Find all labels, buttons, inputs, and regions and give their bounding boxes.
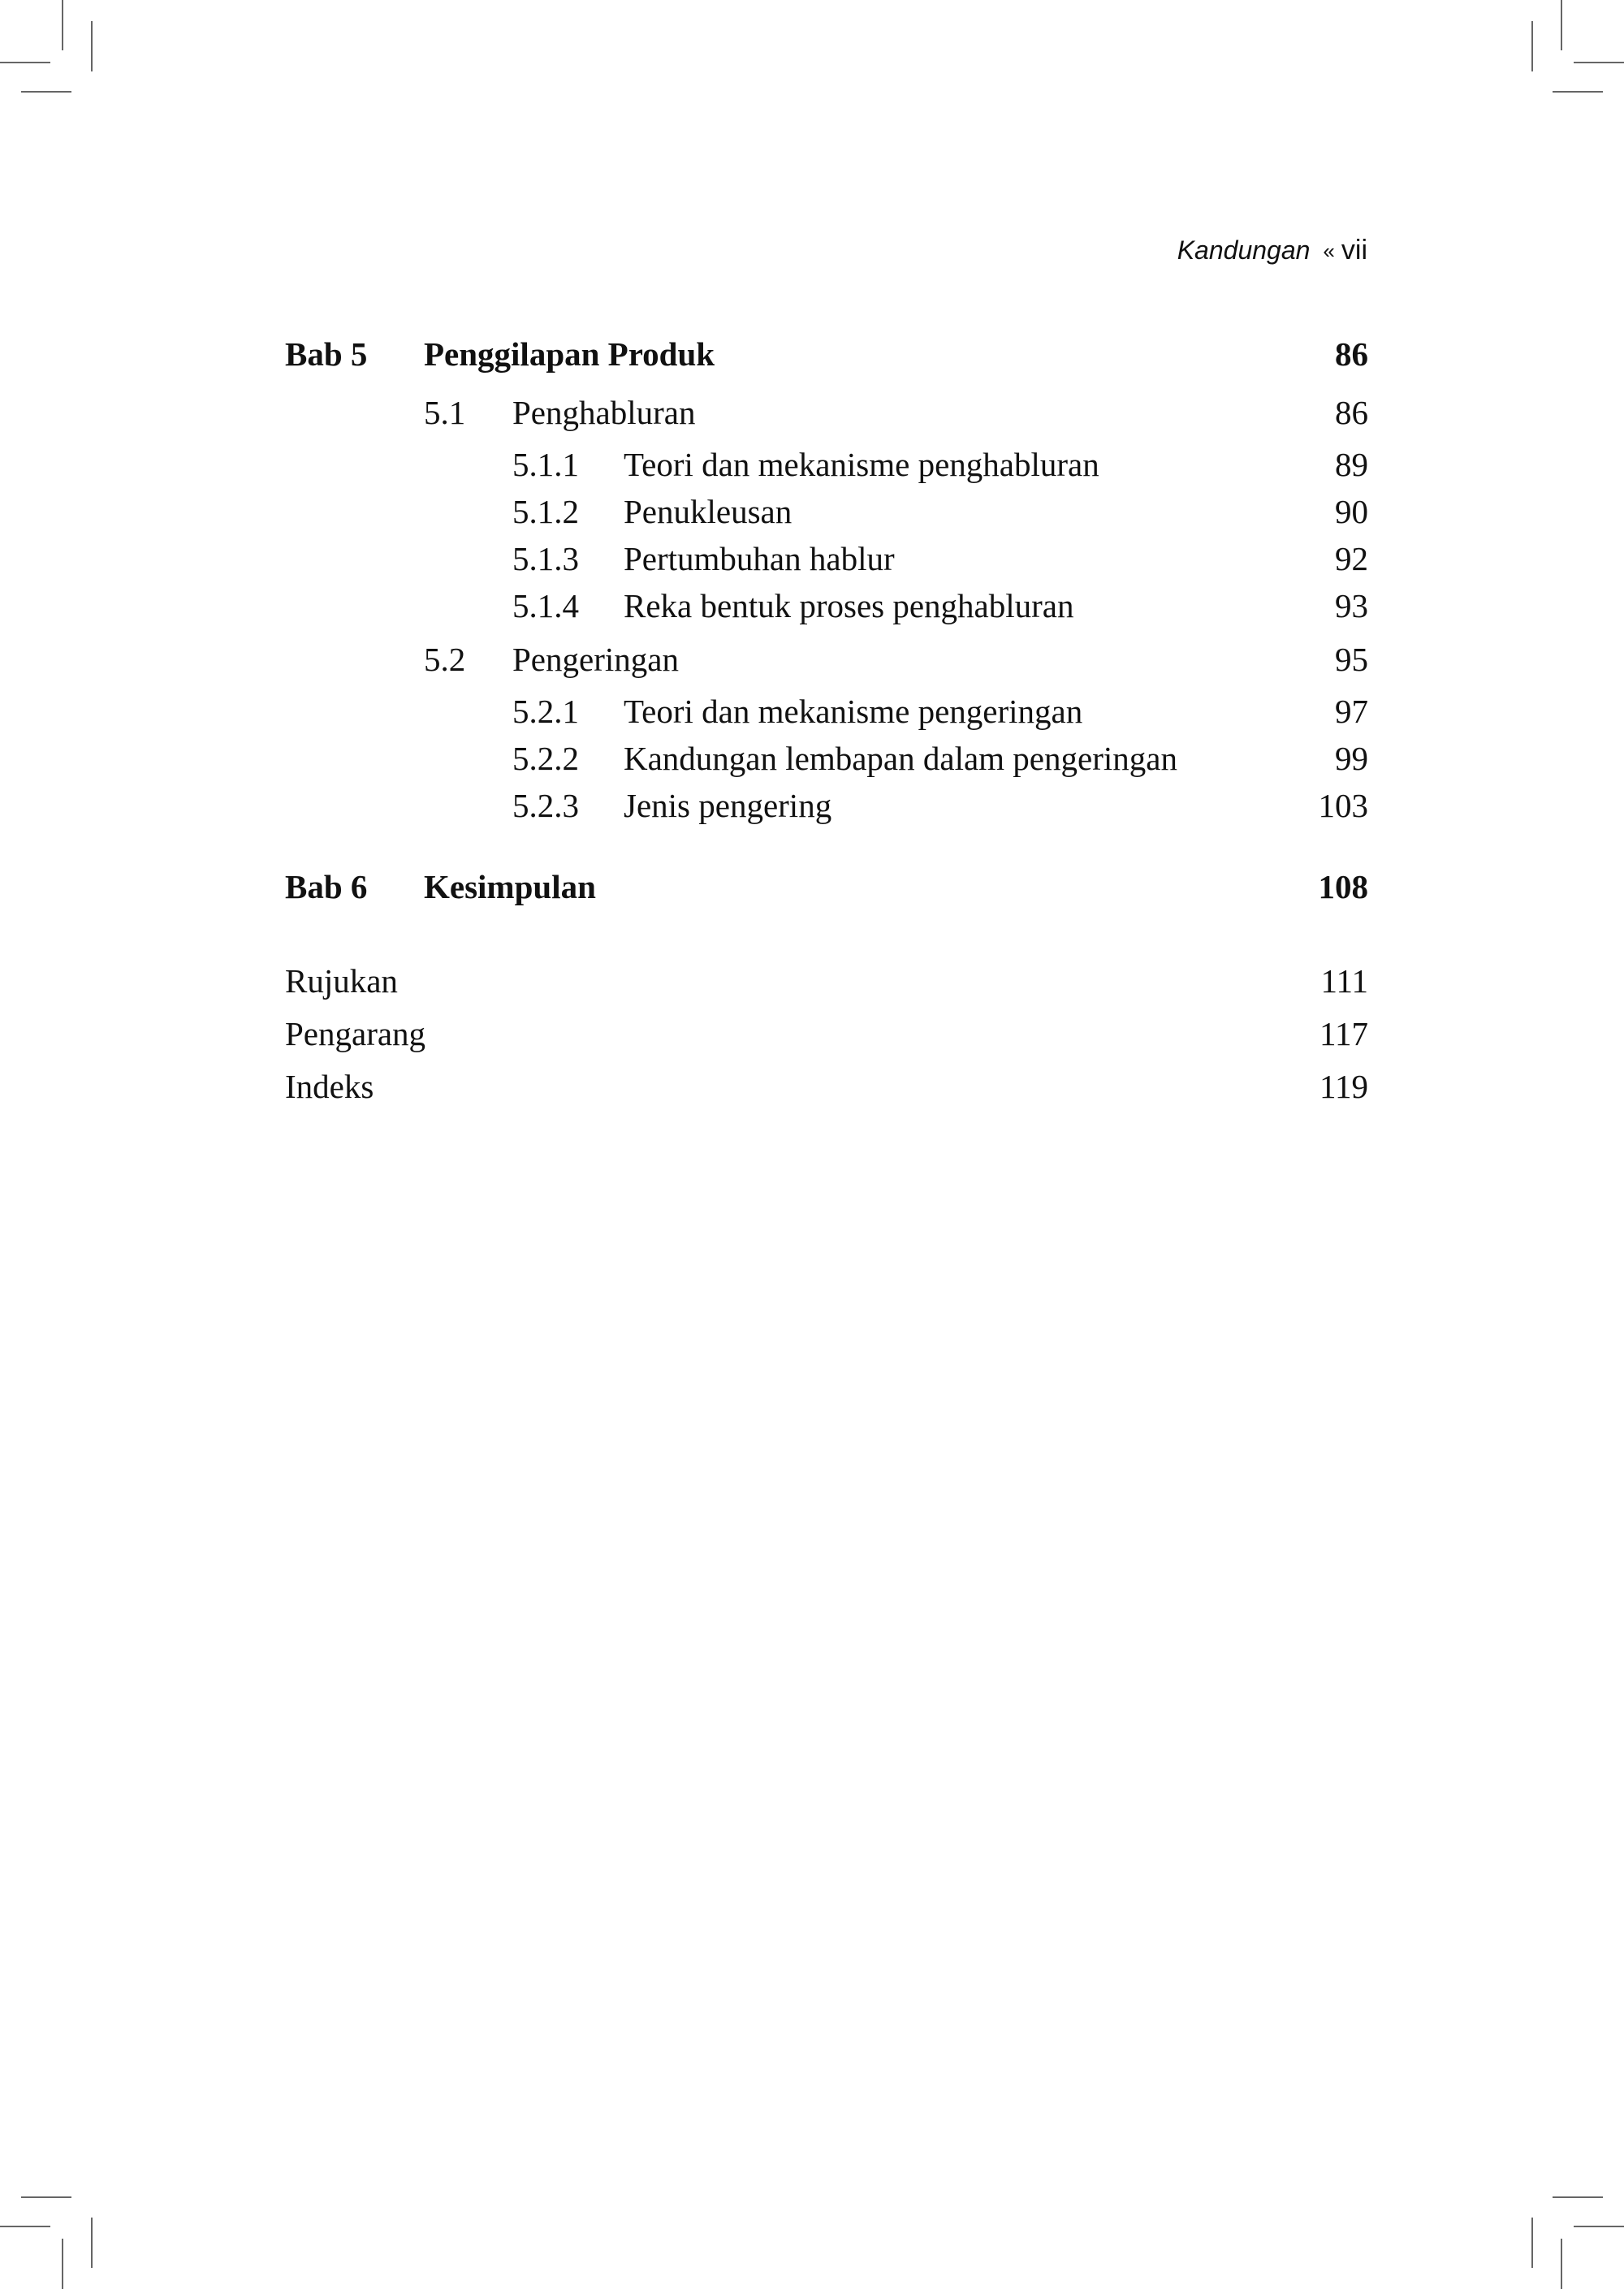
subsection-page: 97 xyxy=(1335,693,1368,730)
subsection-page: 99 xyxy=(1335,740,1368,777)
section-entry[interactable] xyxy=(285,388,1368,437)
back-matter-entry[interactable] xyxy=(285,1062,1368,1111)
back-matter-title: Pengarang xyxy=(285,1015,426,1052)
crop-mark xyxy=(1553,2196,1603,2198)
crop-mark xyxy=(21,91,71,93)
chapter-page: 86 xyxy=(1335,335,1368,373)
running-header xyxy=(1177,235,1367,266)
subsection-title: Teori dan mekanisme penghabluran xyxy=(624,446,1099,483)
double-chevron-left-icon: « xyxy=(1323,239,1330,263)
back-matter-entry[interactable] xyxy=(285,957,1368,1005)
crop-mark xyxy=(91,21,93,71)
subsection-number: 5.1.3 xyxy=(512,540,579,577)
subsection-page: 90 xyxy=(1335,493,1368,530)
section-entry[interactable] xyxy=(285,635,1368,684)
back-matter-page: 111 xyxy=(1320,962,1368,1000)
subsection-entry[interactable] xyxy=(285,687,1368,736)
back-matter-page: 119 xyxy=(1320,1068,1368,1105)
chapter-page: 108 xyxy=(1318,868,1368,905)
subsection-entry[interactable] xyxy=(285,581,1368,630)
subsection-title: Teori dan mekanisme pengeringan xyxy=(624,693,1083,730)
crop-mark xyxy=(0,62,50,63)
crop-mark xyxy=(1574,62,1624,63)
crop-mark xyxy=(1561,0,1562,50)
crop-mark xyxy=(1574,2226,1624,2227)
subsection-number: 5.1.1 xyxy=(512,446,579,483)
back-matter-title: Rujukan xyxy=(285,962,398,1000)
crop-mark xyxy=(62,2239,63,2289)
subsection-number: 5.1.2 xyxy=(512,493,579,530)
chapter-title: Penggilapan Produk xyxy=(424,335,715,373)
chapter-entry[interactable] xyxy=(285,330,1368,378)
subsection-entry[interactable] xyxy=(285,440,1368,489)
subsection-title: Pertumbuhan hablur xyxy=(624,540,895,577)
chapter-title: Kesimpulan xyxy=(424,868,596,905)
subsection-entry[interactable] xyxy=(285,734,1368,783)
subsection-page: 89 xyxy=(1335,446,1368,483)
subsection-number: 5.2.3 xyxy=(512,787,579,824)
section-page: 86 xyxy=(1335,394,1368,431)
subsection-title: Jenis pengering xyxy=(624,787,832,824)
chapter-label: Bab 6 xyxy=(285,868,368,905)
crop-mark xyxy=(62,0,63,50)
section-page: 95 xyxy=(1335,641,1368,678)
crop-mark xyxy=(0,2226,50,2227)
subsection-entry[interactable] xyxy=(285,534,1368,583)
subsection-number: 5.1.4 xyxy=(512,587,579,624)
crop-mark xyxy=(1553,91,1603,93)
section-number: 5.1 xyxy=(424,394,466,431)
running-header-title: Kandungan xyxy=(1177,235,1311,265)
section-number: 5.2 xyxy=(424,641,466,678)
chapter-label: Bab 5 xyxy=(285,335,368,373)
back-matter-title: Indeks xyxy=(285,1068,374,1105)
crop-mark xyxy=(1561,2239,1562,2289)
chapter-entry[interactable] xyxy=(285,862,1368,911)
subsection-number: 5.2.1 xyxy=(512,693,579,730)
crop-mark xyxy=(91,2218,93,2268)
page-number: vii xyxy=(1341,235,1367,266)
subsection-entry[interactable] xyxy=(285,487,1368,536)
section-title: Penghabluran xyxy=(512,394,696,431)
back-matter-entry[interactable] xyxy=(285,1009,1368,1058)
subsection-page: 103 xyxy=(1318,787,1368,824)
subsection-title: Reka bentuk proses penghabluran xyxy=(624,587,1074,624)
subsection-number: 5.2.2 xyxy=(512,740,579,777)
crop-mark xyxy=(1531,2218,1533,2268)
subsection-page: 93 xyxy=(1335,587,1368,624)
subsection-page: 92 xyxy=(1335,540,1368,577)
crop-mark xyxy=(1531,21,1533,71)
crop-mark xyxy=(21,2196,71,2198)
section-title: Pengeringan xyxy=(512,641,679,678)
subsection-entry[interactable] xyxy=(285,781,1368,830)
back-matter-page: 117 xyxy=(1320,1015,1368,1052)
subsection-title: Kandungan lembapan dalam pengeringan xyxy=(624,740,1177,777)
subsection-title: Penukleusan xyxy=(624,493,793,530)
